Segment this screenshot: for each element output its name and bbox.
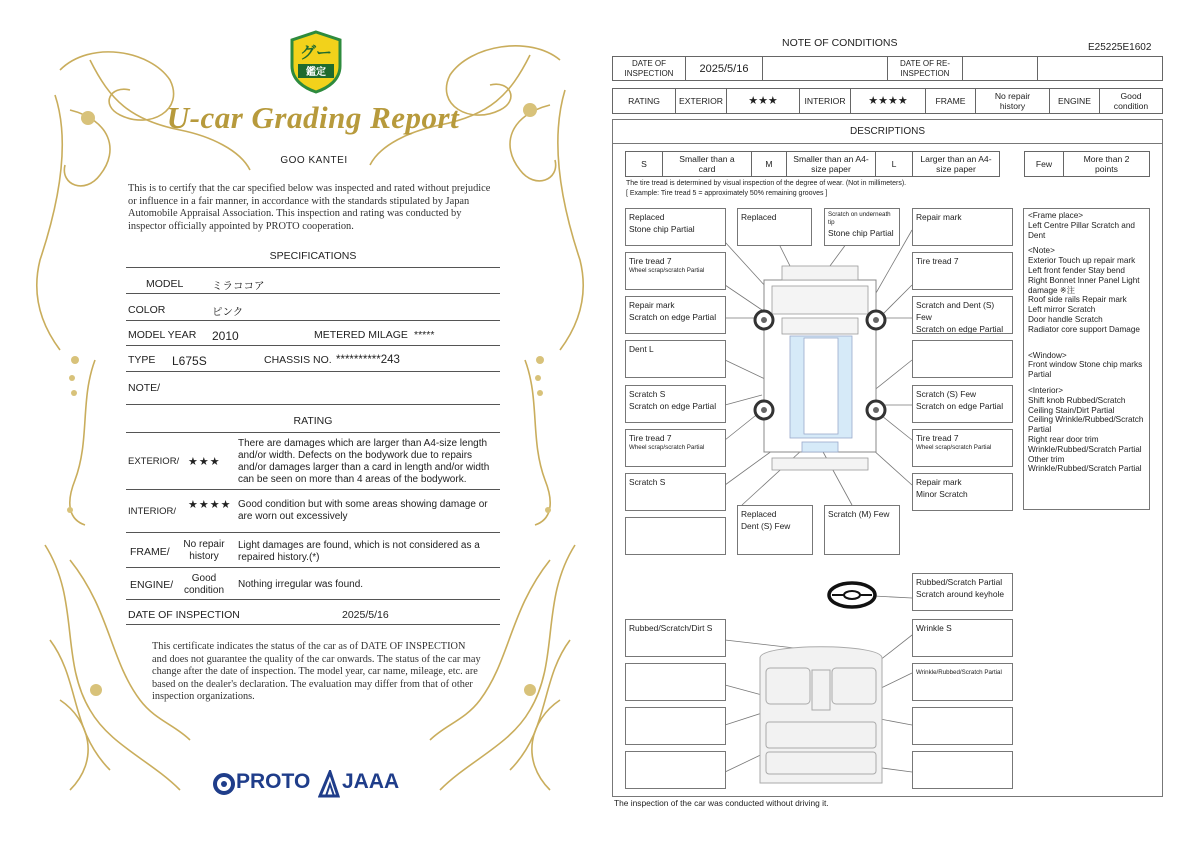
legend-key-s: S <box>625 151 663 177</box>
note-label: NOTE/ <box>128 382 161 394</box>
chassis-value: **********243 <box>336 354 400 366</box>
date-of-inspection-value: 2025/5/16 <box>342 609 389 621</box>
interior-description: Good condition but with some areas showing damage or are worn out excessively <box>238 499 488 522</box>
date-empty-cell-2 <box>1037 56 1163 81</box>
engine-label: ENGINE <box>1049 88 1100 114</box>
damage-box-rear-left <box>625 517 726 555</box>
color-value: ピンク <box>212 306 244 318</box>
damage-box-interior-right-3 <box>912 707 1013 745</box>
jaaa-logo-icon <box>318 770 340 798</box>
svg-text:グー: グー <box>299 43 333 62</box>
interior-stars: ★★★★ <box>188 499 232 511</box>
certificate-footnote: This certificate indicates the status of the car as of DATE OF INSPECTION and does not guarantee the quality of the car onwards. The status of the car may change after the date of inspection. The model year, car name, mileage, etc. are based on the dealer's declaration. The evaluation may differ from that of other inspection organizations. <box>152 641 481 702</box>
engine-value: Good condition <box>183 573 225 596</box>
rating-row-frame <box>126 534 500 568</box>
spec-row-type <box>126 347 500 372</box>
date-of-reinspection-value <box>962 56 1038 81</box>
type-value: L675S <box>172 354 207 368</box>
damage-box-front-left-fender: Replaced <box>737 208 812 246</box>
exterior-stars: ★★★ <box>188 456 221 468</box>
legend-value-s: Smaller than a card <box>662 151 752 177</box>
exterior-label: EXTERIOR <box>675 88 727 114</box>
notes-panel: <Frame place> Left Centre Pillar Scratch and Dent <Note> Exterior Touch up repair mark Left front fender Stay bend Right Bonnet Inner Panel Light damage ※注 Roof side rails Repair mark Left mirror Scratch Door handle Scratch Radiator core support Damage <Window> Front window Stone chip marks Partial <Interior> Shift knob Rubbed/Scratch Ceiling Stain/Dirt Partial Ceiling Wrinkle/Rubbed/Scratch Partial Right rear door trim Wrinkle/Rubbed/Scratch Partial Other trim Wrinkle/Rubbed/Scratch Partial <box>1023 208 1150 510</box>
sheet-reference-number: E25225E1602 <box>1088 42 1152 53</box>
model-label: MODEL <box>146 278 184 290</box>
legend-value-l: Larger than an A4-size paper <box>912 151 1000 177</box>
exterior-stars: ★★★ <box>726 88 800 114</box>
damage-box-rear-hatch: Scratch (M) Few <box>824 505 900 555</box>
descriptions-heading: DESCRIPTIONS <box>849 126 925 137</box>
legend-value-m: Smaller than an A4-size paper <box>786 151 876 177</box>
tire-note-line-2: [ Example: Tire tread 5 = approximately 50% remaining grooves ] <box>626 190 828 197</box>
steering-wheel-icon <box>826 580 878 610</box>
damage-box-right-rear-door: Scratch (S) Few Scratch on edge Partial <box>912 385 1013 423</box>
damage-box-interior-right-1: Wrinkle S <box>912 619 1013 657</box>
damage-box-right-front-tire: Tire tread 7 <box>912 252 1013 290</box>
goo-kantei-badge-icon <box>288 30 344 94</box>
certificate-subtitle: GOO KANTEI <box>280 155 348 166</box>
rating-row-exterior <box>126 436 500 490</box>
date-of-reinspection-label: DATE OF RE-INSPECTION <box>887 56 963 81</box>
interior-label: INTERIOR <box>799 88 851 114</box>
rating-label: RATING <box>612 88 676 114</box>
damage-box-interior-left-4 <box>625 751 726 789</box>
damage-box-left-rear-door: Scratch S Scratch on edge Partial <box>625 385 726 423</box>
chassis-label: CHASSIS NO. <box>264 354 332 366</box>
exterior-description: There are damages which are larger than A4-size length and/or width. Defects on the bodywork due to repairs and/or damages larger than a card in length and/or width can be seen on more than 4 areas of the bodywork. <box>238 438 490 485</box>
damage-box-interior-left-3 <box>625 707 726 745</box>
rating-row-engine <box>126 569 500 600</box>
damage-box-right-rear-tire: Tire tread 7 Wheel scrap/scratch Partial <box>912 429 1013 467</box>
damage-box-right-rear-quarter: Repair mark Minor Scratch <box>912 473 1013 511</box>
color-label: COLOR <box>128 304 166 316</box>
damage-box-interior-right-2: Wrinkle/Rubbed/Scratch Partial <box>912 663 1013 701</box>
frame-label: FRAME <box>925 88 976 114</box>
damage-box-interior-left-2 <box>625 663 726 701</box>
proto-logo-icon <box>212 772 236 796</box>
engine-label: ENGINE/ <box>130 579 174 591</box>
spec-row-note <box>126 373 500 405</box>
metered-mileage-value: ***** <box>414 329 435 341</box>
spec-row-model <box>126 272 500 294</box>
metered-mileage-label: METERED MILAGE <box>314 329 408 341</box>
damage-box-left-front-tire: Tire tread 7 Wheel scrap/scratch Partial <box>625 252 726 290</box>
legend-key-m: M <box>751 151 787 177</box>
damage-box-right-pillar <box>912 340 1013 378</box>
certificate-intro: This is to certify that the car specified below was inspected and rated without prejudice or influence in a fair manner, in accordance with the standards stipulated by Japan Automobile Appraisal Association. This inspection and rating was conducted by inspector officially appointed by PROTO cooperation. <box>128 183 491 232</box>
engine-value: Good condition <box>1099 88 1163 114</box>
interior-stars: ★★★★ <box>850 88 926 114</box>
svg-text:鑑定: 鑑定 <box>306 67 326 78</box>
date-of-inspection-value: 2025/5/16 <box>685 56 763 81</box>
jaaa-logo-text: JAAA <box>342 770 400 793</box>
frame-value: No repair history <box>183 539 225 562</box>
frame-value: No repair history <box>975 88 1050 114</box>
spec-row-model-year <box>126 322 500 346</box>
exterior-label: EXTERIOR/ <box>128 456 180 467</box>
sheet-footer-note: The inspection of the car was conducted without driving it. <box>614 798 829 808</box>
proto-logo-text: PROTO <box>236 770 311 793</box>
specifications-heading: SPECIFICATIONS <box>126 250 500 268</box>
rating-row-interior <box>126 491 500 533</box>
car-interior-diagram-icon <box>752 638 890 790</box>
legend-value-few: More than 2 points <box>1063 151 1150 177</box>
certificate-title: U-car Grading Report <box>166 100 460 135</box>
damage-box-right-front-door: Scratch and Dent (S) Few Scratch on edge Partial <box>912 296 1013 334</box>
legend-key-few: Few <box>1024 151 1064 177</box>
damage-box-steering: Rubbed/Scratch Partial Scratch around keyhole <box>912 573 1013 611</box>
model-year-label: MODEL YEAR <box>128 329 197 341</box>
rating-heading: RATING <box>126 415 500 433</box>
legend-key-l: L <box>875 151 913 177</box>
interior-label: INTERIOR/ <box>128 506 177 517</box>
type-label: TYPE <box>128 354 156 366</box>
model-year-value: 2010 <box>212 329 239 343</box>
engine-description: Nothing irregular was found. <box>238 579 364 590</box>
damage-box-interior-right-4 <box>912 751 1013 789</box>
damage-box-left-rear-tire: Tire tread 7 Wheel scrap/scratch Partial <box>625 429 726 467</box>
damage-box-left-front-door: Repair mark Scratch on edge Partial <box>625 296 726 334</box>
damage-box-interior-ceiling: Rubbed/Scratch/Dirt S <box>625 619 726 657</box>
model-value: ミラココア <box>212 280 265 292</box>
frame-label: FRAME/ <box>130 546 170 558</box>
damage-box-front-right: Repair mark <box>912 208 1013 246</box>
sheet-title: NOTE OF CONDITIONS <box>782 37 898 49</box>
damage-box-front-underneath: Scratch on underneath tip Stone chip Partial <box>824 208 900 246</box>
rating-row-date <box>126 601 500 625</box>
date-of-inspection-label: DATE OF INSPECTION <box>128 609 240 621</box>
date-empty-cell <box>762 56 888 81</box>
car-top-view-diagram-icon <box>752 258 890 478</box>
damage-box-front-left-bumper: Replaced Stone chip Partial <box>625 208 726 246</box>
tire-note-line-1: The tire tread is determined by visual inspection of the degree of wear. (Not in millimeters). <box>626 180 907 187</box>
frame-description: Light damages are found, which is not considered as a repaired history.(*) <box>238 540 480 563</box>
spec-row-color <box>126 296 500 321</box>
damage-box-left-rear-quarter: Scratch S <box>625 473 726 511</box>
date-of-inspection-label: DATE OF INSPECTION <box>612 56 686 81</box>
damage-box-left-pillar: Dent L <box>625 340 726 378</box>
damage-box-rear-bumper: Replaced Dent (S) Few <box>737 505 813 555</box>
